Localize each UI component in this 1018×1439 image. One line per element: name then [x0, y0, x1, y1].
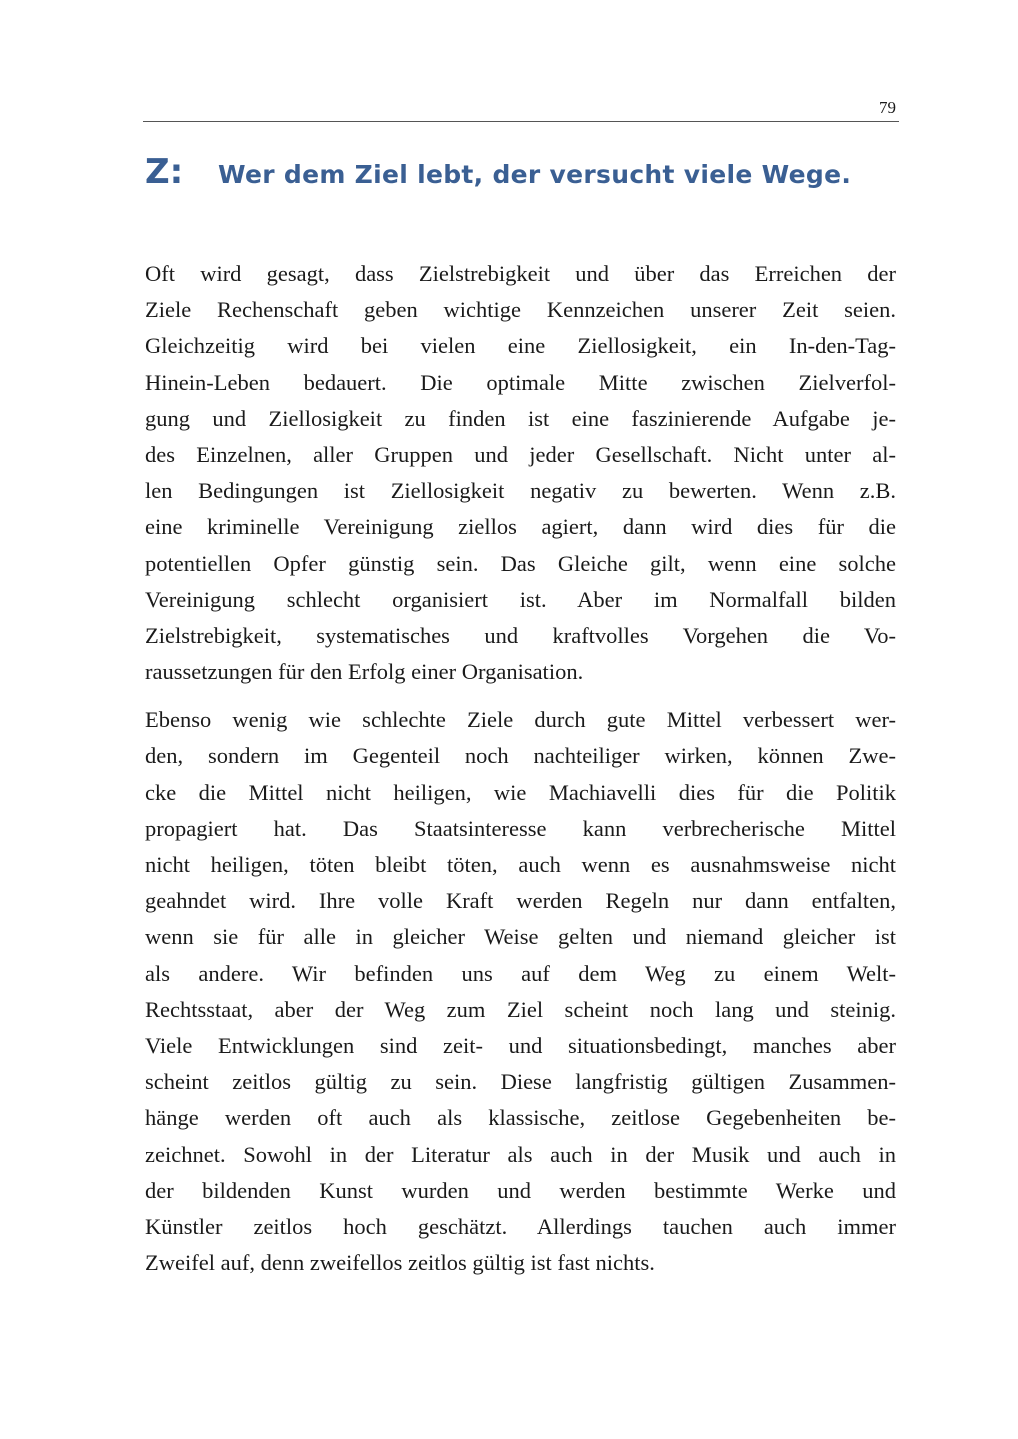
- chapter-letter: Z:: [145, 152, 184, 192]
- text-line: Hinein-Leben bedauert. Die optimale Mitte zwischen Zielverfol-: [145, 369, 896, 395]
- text-line: len Bedingungen ist Ziellosigkeit negativ zu bewerten. Wenn z.B.: [145, 478, 896, 504]
- text-line: den, sondern im Gegenteil noch nachteiliger wirken, können Zwe-: [145, 743, 896, 769]
- text-line: Gleichzeitig wird bei vielen eine Ziellosigkeit, ein In-den-Tag-: [145, 333, 896, 359]
- chapter-heading: [145, 148, 905, 199]
- text-line: nicht heiligen, töten bleibt töten, auch wenn es ausnahmsweise nicht: [145, 852, 896, 877]
- text-line: als andere. Wir befinden uns auf dem Weg zu einem Welt-: [145, 960, 896, 986]
- paragraph-1: [145, 256, 896, 690]
- text-line: wenn sie für alle in gleicher Weise gelten und niemand gleicher ist: [145, 924, 896, 950]
- text-line: propagiert hat. Das Staatsinteresse kann verbrecherische Mittel: [145, 815, 896, 841]
- paragraph-2: [145, 702, 896, 1281]
- text-line: potentiellen Opfer günstig sein. Das Gleiche gilt, wenn eine solche: [145, 550, 896, 576]
- text-line: cke die Mittel nicht heiligen, wie Machiavelli dies für die Politik: [145, 779, 896, 805]
- text-line: Ziele Rechenschaft geben wichtige Kennzeichen unserer Zeit seien.: [145, 297, 896, 323]
- text-line: des Einzelnen, aller Gruppen und jeder Gesellschaft. Nicht unter al-: [145, 441, 896, 467]
- text-line: eine kriminelle Vereinigung ziellos agiert, dann wird dies für die: [145, 514, 896, 540]
- text-line: Zielstrebigkeit, systematisches und kraftvolles Vorgehen die Vo-: [145, 622, 896, 648]
- text-line: der bildenden Kunst wurden und werden bestimmte Werke und: [145, 1177, 896, 1203]
- text-line: Vereinigung schlecht organisiert ist. Aber im Normalfall bilden: [145, 586, 896, 612]
- text-line: Zweifel auf, denn zweifellos zeitlos gültig ist fast nichts.: [145, 1250, 655, 1276]
- text-line: geahndet wird. Ihre volle Kraft werden Regeln nur dann entfalten,: [145, 888, 896, 914]
- page-number: 79: [879, 98, 896, 117]
- text-line: hänge werden oft auch als klassische, zeitlose Gegebenheiten be-: [145, 1105, 896, 1131]
- header-rule: [143, 121, 899, 122]
- text-line: Ebenso wenig wie schlechte Ziele durch gute Mittel verbessert wer-: [145, 707, 896, 733]
- text-line: scheint zeitlos gültig zu sein. Diese langfristig gültigen Zusammen-: [145, 1069, 896, 1095]
- body-text: [145, 256, 896, 1293]
- text-line: Künstler zeitlos hoch geschätzt. Allerdings tauchen auch immer: [145, 1213, 896, 1239]
- text-line: gung und Ziellosigkeit zu finden ist eine faszinierende Aufgabe je-: [145, 405, 896, 431]
- text-line: Viele Entwicklungen sind zeit- und situationsbedingt, manches aber: [145, 1032, 896, 1058]
- text-line: zeichnet. Sowohl in der Literatur als auch in der Musik und auch in: [145, 1141, 896, 1167]
- text-line: Rechtsstaat, aber der Weg zum Ziel scheint noch lang und steinig.: [145, 996, 896, 1022]
- chapter-title: Wer dem Ziel lebt, der versucht viele Wege.: [218, 160, 852, 189]
- text-line: raussetzungen für den Erfolg einer Organisation.: [145, 659, 584, 685]
- text-line: Oft wird gesagt, dass Zielstrebigkeit und über das Erreichen der: [145, 261, 896, 286]
